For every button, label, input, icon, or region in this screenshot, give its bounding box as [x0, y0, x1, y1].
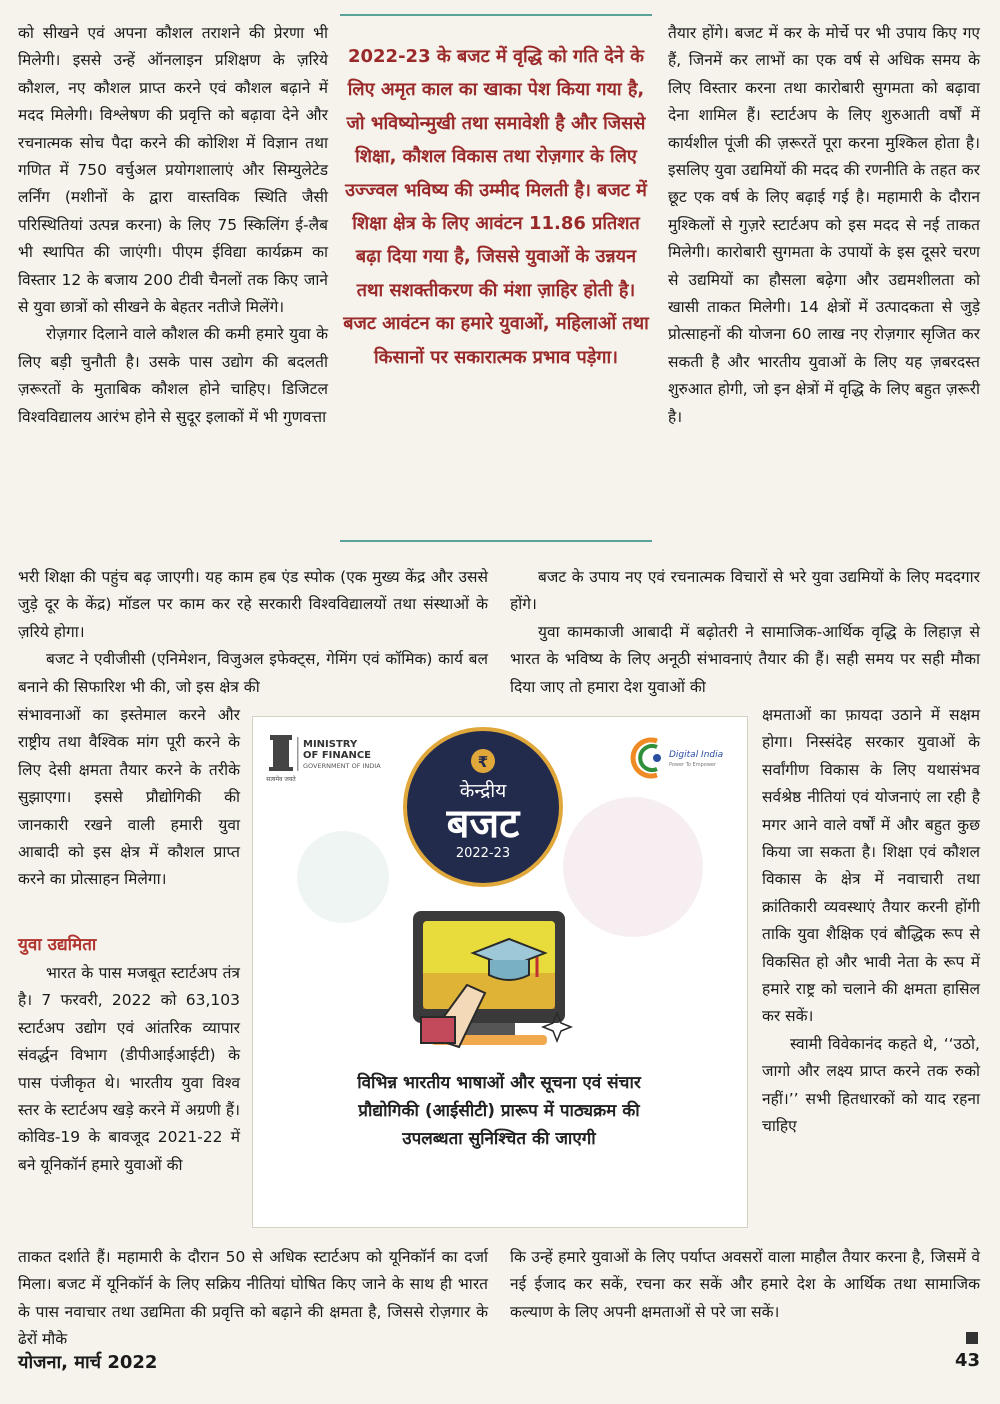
decor-circle — [297, 831, 389, 923]
divider — [297, 737, 299, 771]
ministry-line1: MINISTRY — [303, 739, 358, 750]
paragraph: स्वामी विवेकानंद कहते थे, ‘‘उठो, जागो और लक्ष्य प्राप्त करने तक रुको नहीं।’’ सभी हितधारकों को याद रहना चाहिए — [762, 1034, 980, 1136]
paragraph: भरी शिक्षा की पहुंच बढ़ जाएगी। यह काम हब एंड स्पोक (एक मुख्य केंद्र और उससे जुड़े दूर के केंद्र) मॉडल पर काम कर रहे सरकारी विश्वविद्यालयों तथा संस्थाओं के ज़रिये होगा। — [18, 568, 488, 641]
wide-right-text — [510, 564, 980, 701]
pull-quote — [340, 14, 652, 542]
paragraph: कि उन्हें हमारे युवाओं के लिए पर्याप्त अवसरों वाला माहौल तैयार करना है, जिसमें वे नई ईजाद कर सकें, रचना कर सकें और हमारे देश के आर्थिक तथा सामाजिक कल्याण के लिए अपनी क्षमताओं से परे जा सकें। — [510, 1248, 980, 1321]
page-number: 43 — [954, 1350, 980, 1371]
paragraph: क्षमताओं का फ़ायदा उठाने में सक्षम होगा। निस्संदेह सरकार युवाओं के सर्वांगीण विकास के लिए यथासंभव सर्वश्रेष्ठ नीतियां एवं योजनाएं ला रही है मगर आने वाले वर्षों में और बहुत कुछ किया जा सकता है। शिक्षा एवं कौशल विकास के क्षेत्र में नवाचारी तथा क्रांतिकारी व्यवस्थाएं तैयार करनी होंगी ताकि युवा शैक्षिक एवं बौद्धिक रूप से विकसित हो और भावी नेता के रूप में हमारे राष्ट्र को चलाने की क्षमता हासिल कर सकें। — [762, 706, 980, 1026]
badge-title-small: केन्द्रीय — [459, 780, 507, 802]
column3-text — [668, 20, 980, 431]
bottom-left-text — [18, 1244, 488, 1354]
end-mark — [966, 1332, 978, 1344]
digital-india-text: Digital India — [669, 750, 724, 760]
emblem-caption: सत्यमेव जयते — [266, 776, 296, 783]
footer-publication: योजना, मार्च 2022 — [18, 1352, 158, 1373]
narrow-left-text-2 — [18, 960, 240, 1179]
paragraph: युवा कामकाजी आबादी में बढ़ोतरी ने सामाजिक-आर्थिक वृद्धि के लिहाज़ से भारत के भविष्य के लिए अनूठी संभावनाएं तैयार की हैं। सही समय पर सही मौका दिया जाए तो हमारा देश युवाओं की — [510, 622, 980, 696]
rupee-symbol: ₹ — [477, 753, 489, 771]
wide-left-text — [18, 564, 488, 701]
paragraph: को सीखने एवं अपना कौशल तराशने की प्रेरणा भी मिलेगी। इससे उन्हें ऑनलाइन प्रशिक्षण के ज़रिये कौशल, नए कौशल प्राप्त करने एवं कौशल बढ़ाने में मदद मिलेगी। विश्लेषण की प्रवृत्ति को बढ़ावा देने और रचनात्मक सोच पैदा करने की कोशिश में विज्ञान तथा गणित में 750 वर्चुअल प्रयोगशालाएं और सिम्युलेटेड लर्निंग (मशीनों के द्वारा वास्तविक स्थिति जैसी परिस्थितियां उत्पन्न करना) के लिए 75 स्किलिंग ई-लैब भी स्थापित की जाएंगी। पीएम ईविद्या कार्यक्रम का विस्तार 12 के बजाय 200 टीवी चैनलों तक किए जाने से युवा छात्रों को सीखने के बेहतर नतीजे मिलेंगे। — [18, 24, 328, 317]
ministry-line3: GOVERNMENT OF INDIA — [303, 762, 381, 770]
ministry-line2: OF FINANCE — [303, 750, 372, 761]
bottom-right-text — [510, 1244, 980, 1326]
paragraph: तैयार होंगे। बजट में कर के मोर्चे पर भी उपाय किए गए हैं, जिनमें कर लाभों का एक वर्ष से अधिक समय के लिए विस्तार करना तथा कारोबारी सुगमता को बढ़ावा देना शामिल हैं। स्टार्टअप के लिए शुरुआती वर्षों में कार्यशील पूंजी की ज़रूरतें पूरा करना मुश्किल होता है। इसलिए युवा उद्यमियों की मदद की रणनीति के तहत कर छूट एक वर्ष के लिए बढ़ाई गई है। महामारी के दौरान मुश्किलों से गुज़रे स्टार्टअप को इस मदद से नई ताकत मिलेगी। कारोबारी सुगमता के उपायों के इस दूसरे चरण से उद्यमियों का हौसला बढ़ेगा और उद्यमशीलता को खासी ताकत मिलेगी। 14 क्षेत्रों में उत्पादकता से जुड़े प्रोत्साहनों की योजना 60 लाख नए रोज़गार सृजित कर सकती है और भारतीय युवाओं के लिए यह ज़बरदस्त शुरुआत होगी, जो इन क्षेत्रों में वृद्धि के लिए बहुत ज़रूरी है। — [668, 24, 980, 426]
paragraph: रोज़गार दिलाने वाले कौशल की कमी हमारे युवा के लिए बड़ी चुनौती है। उसके पास उद्योग की बदलती ज़रूरतों के मुताबिक कौशल होने चाहिए। डिजिटल विश्वविद्यालय आरंभ होने से सुदूर इलाकों में भी गुणवत्ता — [18, 325, 328, 426]
budget-badge — [403, 727, 563, 887]
narrow-right-text — [762, 702, 980, 1141]
decor-circle — [563, 797, 703, 937]
pull-quote-text: 2022-23 के बजट में वृद्धि को गति देने के लिए अमृत काल का खाका पेश किया गया है, जो भविष्योन्मुखी तथा समावेशी है और जिससे शिक्षा, कौशल विकास तथा रोज़गार के लिए उज्ज्वल भविष्य की उम्मीद मिलती है। बजट में शिक्षा क्षेत्र के लिए आवंटन 11.86 प्रतिशत बढ़ा दिया गया है, जिससे युवाओं के उन्नयन तथा सशक्तीकरण की मंशा ज़ाहिर होती है। बजट आवंटन का हमारे युवाओं, महिलाओं तथा किसानों पर सकारात्मक प्रभाव पड़ेगा। — [343, 46, 649, 368]
paragraph: संभावनाओं का इस्तेमाल करने और राष्ट्रीय तथा वैश्विक मांग पूरी करने के लिए देसी क्षमता तैयार करने के तरीके सुझाएगा। इससे प्रौद्योगिकी की जानकारी रखने वाली हमारी युवा आबादी को इस क्षेत्र में कौशल प्राप्त करने का प्रोत्साहन मिलेगा। — [18, 706, 240, 889]
paragraph: भारत के पास मजबूत स्टार्टअप तंत्र है। 7 फरवरी, 2022 को 63,103 स्टार्टअप उद्योग एवं आंतरिक व्यापार संवर्द्धन विभाग (डीपीआईआईटी) के पास पंजीकृत थे। भारतीय युवा विश्व स्तर के स्टार्टअप खड़े करने में अग्रणी हैं। कोविड-19 के बावजूद 2021-22 में बने यूनिकॉर्न हमारे युवाओं की — [18, 964, 240, 1174]
column1-text — [18, 20, 328, 431]
paragraph: बजट ने एवीजीसी (एनिमेशन, विजुअल इफेक्ट्स, गेमिंग एवं कॉमिक) कार्य बल बनाने की सिफारिश भी की, जो इस क्षेत्र की — [18, 650, 488, 696]
infographic-caption: विभिन्न भारतीय भाषाओं और सूचना एवं संचार प्रौद्योगिकी (आईसीटी) प्रारूप में पाठ्यक्रम की उपलब्धता सुनिश्चित की जाएगी — [357, 1073, 641, 1149]
paragraph: ताकत दर्शाते हैं। महामारी के दौरान 50 से अधिक स्टार्टअप को यूनिकॉर्न का दर्जा मिला। बजट में यूनिकॉर्न के लिए सक्रिय नीतियां घोषित किए जाने के साथ ही भारत के पास नवाचार तथा उद्यमिता की प्रवृत्ति को बढ़ाने की क्षमता है, जिससे रोज़गार के ढेरों मौके — [18, 1248, 488, 1349]
paragraph: बजट के उपाय नए एवं रचनात्मक विचारों से भरे युवा उद्यमियों के लिए मददगार होंगे। — [510, 568, 980, 614]
narrow-left-text — [18, 702, 240, 894]
section-heading: युवा उद्यमिता — [18, 935, 97, 955]
badge-title-big: बजट — [446, 801, 520, 847]
digital-india-tagline: Power To Empower — [669, 762, 717, 768]
budget-infographic — [252, 716, 748, 1228]
badge-year: 2022-23 — [455, 846, 511, 861]
